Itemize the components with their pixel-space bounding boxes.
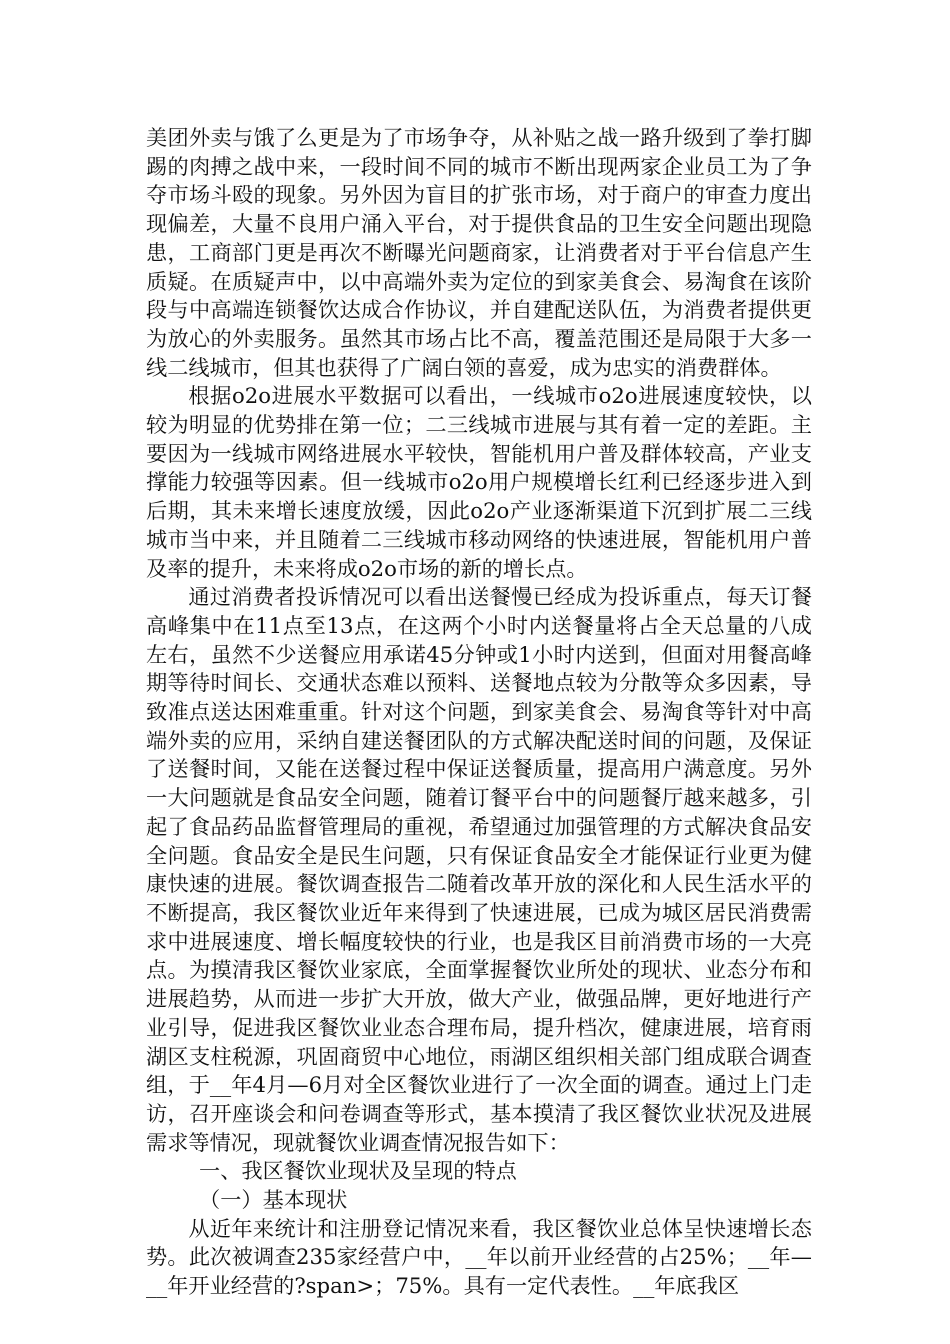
paragraph-consumer-complaints: 通过消费者投诉情况可以看出送餐慢已经成为投诉重点，每天订餐高峰集中在11点至13点，在这两个小时内送餐量将占全天总量的八成左右，虽然不少送餐应用承诺45分钟或1小时内送到，但面对用餐高峰期等待时间长、交通状态难以预料、送餐地点较为分散等众多因素，导致准点送达困难重重。针对这个问题，到家美食会、易淘食等针对中高端外卖的应用，采纳自建送餐团队的方式解决配送时间的问题，及保证了送餐时间，又能在送餐过程中保证送餐质量，提高用户满意度。另外一大问题就是食品安全问题，随着订餐平台中的问题餐厅越来越多，引起了食品药品监督管理局的重视，希望通过加强管理的方式解决食品安全问题。食品安全是民生问题，只有保证食品安全才能保证行业更为健康快速的进展。餐饮调查报告二随着改革开放的深化和人民生活水平的不断提高，我区餐饮业近年来得到了快速进展，已成为城区居民消费需求中进展速度、增长幅度较快的行业，也是我区目前消费市场的一大亮点。为摸清我区餐饮业家底，全面掌握餐饮业所处的现状、业态分布和进展趋势，从而进一步扩大开放，做大产业，做强品牌，更好地进行产业引导，促进我区餐饮业业态合理布局，提升档次，健康进展，培育雨湖区支柱税源，巩固商贸中心地位，雨湖区组织相关部门组成联合调查组，于__年4月—6月对全区餐饮业进行了一次全面的调查。通过上门走访，召开座谈会和问卷调查等形式，基本摸清了我区餐饮业状况及进展需求等情况，现就餐饮业调查情况报告如下： (146, 584, 812, 1155)
section-heading: 一、我区餐饮业现状及呈现的特点 (199, 1158, 517, 1184)
paragraph-basic-status: 从近年来统计和注册登记情况来看，我区餐饮业总体呈快速增长态势。此次被调查235家经营户中，__年以前开业经营的占25%；__年—__年开业经营的?span>；75%。具有一定代表性。__年底我区 (146, 1215, 812, 1299)
paragraph-o2o-development: 根据o2o进展水平数据可以看出，一线城市o2o进展速度较快，以较为明显的优势排在第一位；二三线城市进展与其有着一定的差距。主要因为一线城市网络进展水平较快，智能机用户普及群体较高，产业支撑能力较强等因素。但一线城市o2o用户规模增长红利已经逐步进入到后期，其未来增长速度放缓，因此o2o产业逐渐渠道下沉到扩展二三线城市当中来，并且随着二三线城市移动网络的快速进展，智能机用户普及率的提升，未来将成o2o市场的新的增长点。 (146, 383, 812, 581)
paragraph-market-competition: 美团外卖与饿了么更是为了市场争夺，从补贴之战一路升级到了拳打脚踢的肉搏之战中来，一段时间不同的城市不断出现两家企业员工为了争夺市场斗殴的现象。另外因为盲目的扩张市场，对于商户的审查力度出现偏差，大量不良用户涌入平台，对于提供食品的卫生安全问题出现隐患，工商部门更是再次不断曝光问题商家，让消费者对于平台信息产生质疑。在质疑声中，以中高端外卖为定位的到家美食会、易淘食在该阶段与中高端连锁餐饮达成合作协议，并自建配送队伍，为消费者提供更为放心的外卖服务。虽然其市场占比不高，覆盖范围还是局限于大多一线二线城市，但其也获得了广阔白领的喜爱，成为忠实的消费群体。 (146, 125, 812, 380)
document-page (146, 124, 812, 1301)
subsection-heading: （一）基本现状 (199, 1187, 348, 1213)
